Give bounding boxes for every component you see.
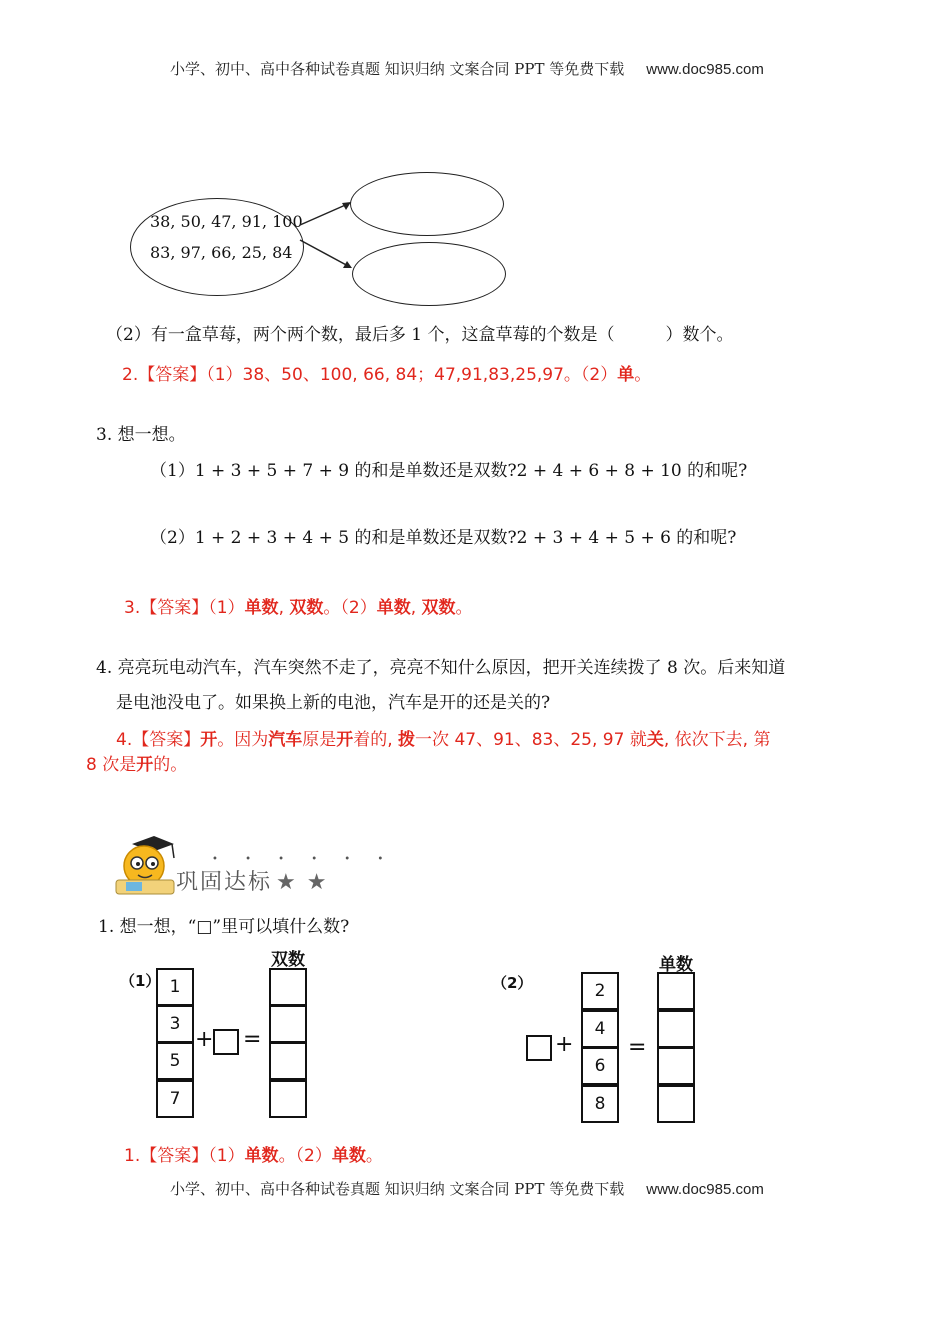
figure-1-result-cell[interactable]: [269, 1005, 307, 1043]
section-stars: ★ ★: [276, 870, 329, 895]
answer-3-sep1: ,: [278, 598, 290, 618]
figure-2-result-cell[interactable]: [657, 972, 695, 1010]
question-3-part-1: （1）1 + 3 + 5 + 7 + 9 的和是单数还是双数?2 + 4 + 6 + 8 + 10 的和呢?: [150, 461, 748, 481]
answer-4-prefix: 4.【答案】: [116, 730, 201, 750]
answer-4-text3: 着的,: [353, 730, 399, 750]
answer-4-bold1: 开: [200, 730, 218, 750]
answer-3-part1-label: （1）: [208, 598, 245, 618]
answer-3-part2-label: 。（2）: [323, 598, 377, 618]
header-text: 小学、初中、高中各种试卷真题 知识归纳 文案合同 PPT 等免费下载: [170, 60, 625, 78]
arrows: [295, 195, 360, 275]
answer-oval-bottom[interactable]: [352, 242, 506, 306]
question-4-line2: 是电池没电了。如果换上新的电池，汽车是开的还是关的?: [116, 693, 551, 713]
figure-1-cell: 5: [156, 1042, 194, 1080]
figure-2-cell: 2: [581, 972, 619, 1010]
answer-4-line2-text: 8 次是: [86, 755, 137, 775]
answer-4-line1: [116, 725, 770, 750]
answer-3-value4: 双数: [421, 598, 456, 618]
answer-4-bold5: 关: [646, 730, 664, 750]
figure-2-result-cell[interactable]: [657, 1047, 695, 1085]
figure-2-label: （2）: [492, 974, 533, 992]
figure-2-cell: 4: [581, 1010, 619, 1048]
figure-1-result-cell[interactable]: [269, 1042, 307, 1080]
figure-1-blank-box[interactable]: [213, 1029, 239, 1055]
answer-4-text4: 一次 47、91、83、25, 97 就: [415, 730, 647, 750]
answer-2-bold: 单: [617, 365, 635, 385]
figure-2-equals: =: [628, 1035, 647, 1060]
figure-2-cell: 6: [581, 1047, 619, 1085]
oval-numbers-line2: 83, 97, 66, 25, 84: [150, 243, 293, 262]
answer-4-line2: [86, 750, 187, 775]
answer-2: [122, 360, 651, 385]
figure-2-blank-box[interactable]: [526, 1035, 552, 1061]
oval-numbers-line1: 38, 50, 47, 91, 100: [150, 212, 303, 231]
figure-2-plus: +: [555, 1032, 574, 1057]
mascot-icon: [112, 836, 182, 898]
section-dots: • • • • • •: [212, 854, 396, 865]
figure-2-result-cell[interactable]: [657, 1085, 695, 1123]
answer-4-text1: 。因为: [217, 730, 269, 750]
figure-1-cell: 7: [156, 1080, 194, 1118]
answer-4-bold6: 开: [136, 755, 154, 775]
answer-1b-part1-label: （1）: [208, 1146, 245, 1166]
answer-4-bold2: 汽车: [268, 730, 303, 750]
footer-site-link[interactable]: www.doc985.com: [646, 1181, 764, 1198]
question-1b-title: 1. 想一想，“□”里可以填什么数?: [98, 917, 350, 937]
question-4-line1: 4. 亮亮玩电动汽车，汽车突然不走了，亮亮不知什么原因，把开关连续拨了 8 次。后来知道: [96, 658, 786, 678]
arrow-down-line: [300, 240, 350, 267]
answer-1b-part2-label: 。（2）: [278, 1146, 332, 1166]
answer-1b-end: 。: [365, 1146, 383, 1166]
page-footer: [170, 1178, 764, 1199]
answer-3-value1: 单数: [244, 598, 279, 618]
figure-1-cell: 1: [156, 968, 194, 1006]
answer-1b: [124, 1141, 383, 1166]
answer-2-suffix: 。: [634, 365, 652, 385]
arrow-up-line: [300, 203, 350, 225]
question-2-part-2: （2）有一盒草莓，两个两个数，最后多 1 个，这盒草莓的个数是（ ）数个。: [106, 325, 734, 345]
answer-1b-prefix: 1.【答案】: [124, 1146, 209, 1166]
answer-1b-value2: 单数: [331, 1146, 366, 1166]
section-title: [176, 865, 328, 896]
figure-1-result-cell[interactable]: [269, 968, 307, 1006]
answer-4-text2: 原是: [302, 730, 337, 750]
figure-1-equals: =: [243, 1027, 262, 1052]
page-header: [170, 58, 764, 79]
answer-3-value3: 单数: [376, 598, 411, 618]
answer-4-line2-end: 的。: [153, 755, 188, 775]
footer-text: 小学、初中、高中各种试卷真题 知识归纳 文案合同 PPT 等免费下载: [170, 1180, 625, 1198]
answer-2-body: （1）38、50、100, 66, 84；47,91,83,25,97。（2）: [206, 365, 618, 385]
figure-1-plus: +: [195, 1027, 214, 1052]
figure-1-result-cell[interactable]: [269, 1080, 307, 1118]
answer-1b-value1: 单数: [244, 1146, 279, 1166]
answer-4-bold3: 开: [336, 730, 354, 750]
header-site-link[interactable]: www.doc985.com: [646, 61, 764, 78]
figure-1-cell: 3: [156, 1005, 194, 1043]
answer-2-prefix: 2.【答案】: [122, 365, 207, 385]
answer-3-prefix: 3.【答案】: [124, 598, 209, 618]
question-3-title: 3. 想一想。: [96, 425, 186, 445]
answer-3-sep2: ,: [410, 598, 422, 618]
figure-2-result-cell[interactable]: [657, 1010, 695, 1048]
section-title-text: 巩固达标: [176, 870, 273, 895]
answer-4-bold4: 拨: [398, 730, 416, 750]
answer-3-end: 。: [455, 598, 473, 618]
figure-1-label: （1）: [120, 972, 161, 990]
figure-1-result-label: 双数: [271, 950, 305, 970]
answer-4-text5: , 依次下去, 第: [663, 730, 771, 750]
figure-2-cell: 8: [581, 1085, 619, 1123]
question-3-part-2: （2）1 + 2 + 3 + 4 + 5 的和是单数还是双数?2 + 3 + 4 + 5 + 6 的和呢?: [150, 528, 737, 548]
answer-3: [124, 593, 473, 618]
answer-oval-top[interactable]: [350, 172, 504, 236]
figure-2-result-label: 单数: [659, 955, 693, 975]
answer-3-value2: 双数: [289, 598, 324, 618]
